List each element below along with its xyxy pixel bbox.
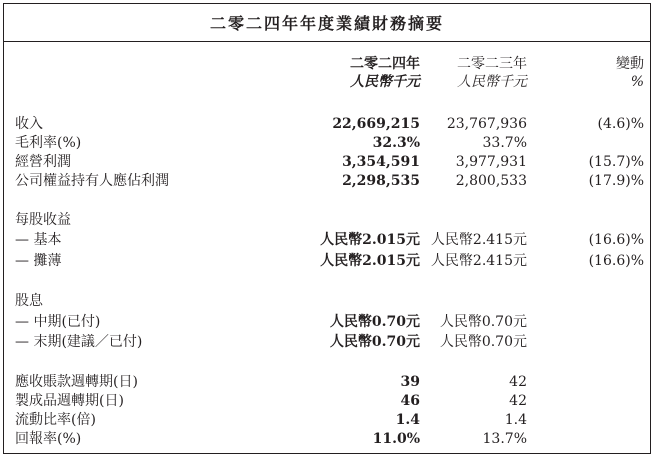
header-2023 bbox=[457, 55, 527, 91]
header-2023-year: 二零二三年 bbox=[457, 56, 527, 72]
row-label: 公司權益持有人應佔利潤 bbox=[15, 173, 169, 189]
value-2023: 人民幣2.415元 bbox=[430, 253, 527, 269]
value-2023: 人民幣2.415元 bbox=[430, 232, 527, 248]
value-change: (17.9)% bbox=[588, 173, 644, 189]
header-change bbox=[616, 55, 644, 91]
value-2024: 人民幣0.70元 bbox=[329, 314, 420, 330]
value-2024: 39 bbox=[400, 374, 420, 390]
value-2024: 32.3% bbox=[372, 135, 420, 151]
header-2023-unit: 人民幣千元 bbox=[457, 74, 527, 90]
value-2024: 人民幣2.015元 bbox=[320, 232, 420, 248]
financial-summary-table bbox=[3, 3, 651, 454]
value-2023: 2,800,533 bbox=[455, 173, 527, 189]
header-2024-unit: 人民幣千元 bbox=[350, 74, 420, 90]
table-row bbox=[4, 313, 650, 331]
header-change-unit: % bbox=[630, 74, 644, 90]
table-row bbox=[4, 411, 650, 429]
value-2023: 1.4 bbox=[504, 412, 527, 428]
table-row bbox=[4, 153, 650, 171]
table-row bbox=[4, 430, 650, 448]
row-label: 流動比率(倍) bbox=[15, 412, 96, 428]
table-row bbox=[4, 333, 650, 351]
row-label: 製成品週轉期(日) bbox=[15, 393, 124, 409]
row-label: 毛利率(%) bbox=[15, 135, 82, 151]
table-row bbox=[4, 373, 650, 391]
value-2023: 3,977,931 bbox=[455, 154, 527, 170]
row-label: — 末期(建議／已付) bbox=[15, 334, 143, 350]
row-label: 應收賬款週轉期(日) bbox=[15, 374, 138, 390]
table-row bbox=[4, 252, 650, 270]
value-change: (15.7)% bbox=[588, 154, 644, 170]
value-2023: 42 bbox=[509, 393, 527, 409]
value-2023: 42 bbox=[509, 374, 527, 390]
value-2023: 33.7% bbox=[482, 135, 527, 151]
table-row bbox=[4, 115, 650, 133]
eps-heading: 每股收益 bbox=[15, 212, 71, 228]
row-label: 回報率(%) bbox=[15, 431, 82, 447]
value-2024: 46 bbox=[400, 393, 420, 409]
dividend-heading: 股息 bbox=[15, 293, 43, 309]
value-2024: 2,298,535 bbox=[342, 173, 420, 189]
value-2023: 人民幣0.70元 bbox=[439, 334, 527, 350]
header-change-label: 變動 bbox=[616, 56, 644, 72]
row-label: 經營利潤 bbox=[15, 154, 71, 170]
value-2024: 1.4 bbox=[395, 412, 420, 428]
row-label: — 基本 bbox=[15, 232, 62, 248]
row-label: 收入 bbox=[15, 116, 43, 132]
value-2023: 13.7% bbox=[482, 431, 527, 447]
table-row bbox=[4, 392, 650, 410]
value-2023: 人民幣0.70元 bbox=[439, 314, 527, 330]
table-row bbox=[4, 172, 650, 190]
value-2024: 11.0% bbox=[372, 431, 420, 447]
row-label: — 攤薄 bbox=[15, 253, 62, 269]
value-2024: 人民幣0.70元 bbox=[329, 334, 420, 350]
value-2024: 人民幣2.015元 bbox=[320, 253, 420, 269]
table-title: 二零二四年年度業績財務摘要 bbox=[4, 4, 650, 42]
table-row bbox=[4, 134, 650, 152]
value-change: (16.6)% bbox=[588, 232, 644, 248]
value-change: (4.6)% bbox=[597, 116, 644, 132]
value-2024: 3,354,591 bbox=[342, 154, 420, 170]
row-label: — 中期(已付) bbox=[15, 314, 101, 330]
header-2024-year: 二零二四年 bbox=[350, 56, 420, 72]
value-2024: 22,669,215 bbox=[332, 116, 420, 132]
value-2023: 23,767,936 bbox=[446, 116, 527, 132]
value-change: (16.6)% bbox=[588, 253, 644, 269]
header-2024 bbox=[350, 55, 420, 91]
table-row bbox=[4, 231, 650, 249]
